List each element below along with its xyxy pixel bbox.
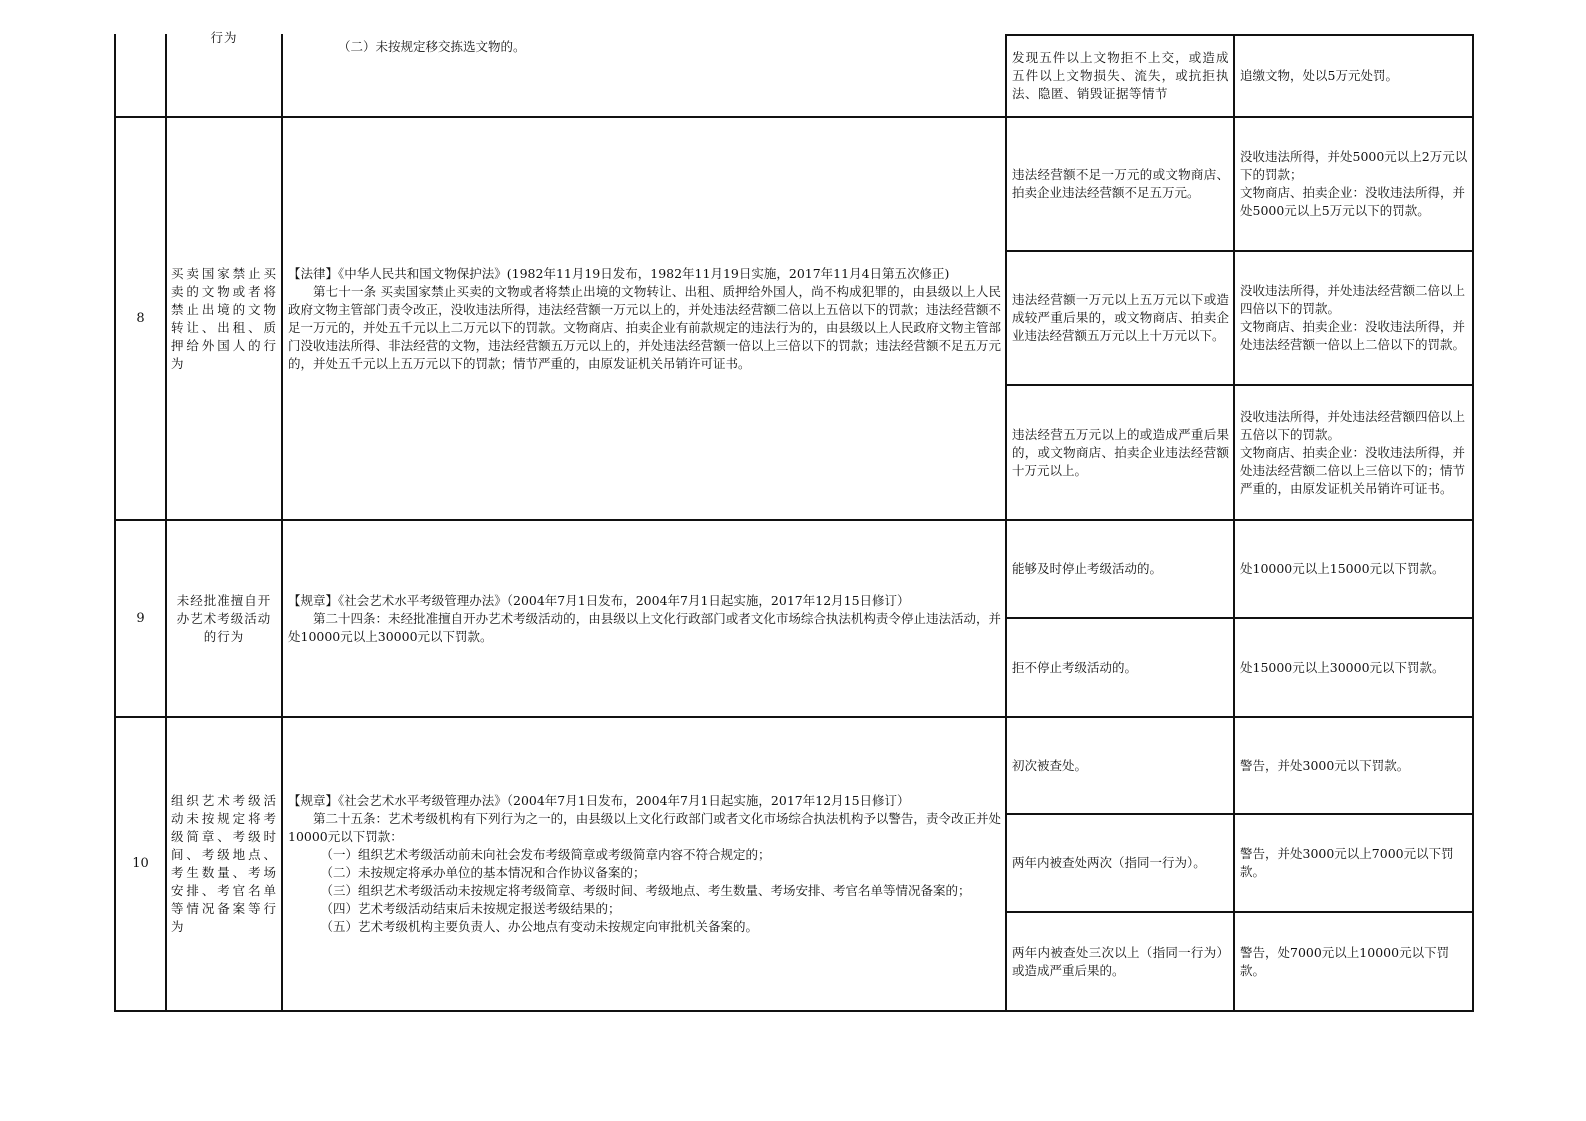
- condition-cell: 违法经营额不足一万元的或文物商店、拍卖企业违法经营额不足五万元。: [1012, 167, 1229, 200]
- legal-basis: [283, 718, 1005, 1010]
- basis-paragraph: 第二十四条：未经批准擅自开办艺术考级活动的，由县级以上文化行政部门或者文化市场综合执法机构责令停止违法活动，并处10000元以上30000元以下罚款。: [288, 610, 1001, 644]
- basis-item: （二）未按规定将承办单位的基本情况和合作协议备案的；: [320, 865, 646, 880]
- basis-paragraph: （二）未按规定移交拣选文物的。: [338, 39, 526, 54]
- row-name: 行为: [210, 30, 238, 45]
- legal-basis: [283, 38, 1005, 114]
- law-title: 【法律】《中华人民共和国文物保护法》(1982年11月19日发布，1982年11月19日实施，2017年11月4日第五次修正): [288, 265, 950, 281]
- condition-cell: 发现五件以上文物拒不上交，或造成五件以上文物损失、流失，或抗拒执法、隐匿、销毁证据等情节: [1012, 50, 1229, 101]
- condition-cell: 能够及时停止考级活动的。: [1012, 561, 1163, 576]
- basis-paragraph: 第七十一条 买卖国家禁止买卖的文物或者将禁止出境的文物转让、出租、质押给外国人，尚不构成犯罪的，由县级以上人民政府文物主管部门责令改正，没收违法所得，违法经营额一万元以上的，并处违法经营额二倍以上五倍以下的罚款；违法经营额不足一万元的，并处五千元以上二万元以下的罚款。文物商店、拍卖企业有前款规定的违法行为的，由县级以上人民政府文物主管部门没收违法所得、非法经营的文物，违法经营额五万元以上的，并处违法经营额一倍以上三倍以下的罚款；违法经营额不足五万元的，并处五千元以上五万元以下的罚款；情节严重的，由原发证机关吊销许可证书。: [288, 283, 1001, 371]
- condition-cell: 两年内被查处三次以上（指同一行为）或造成严重后果的。: [1012, 944, 1229, 978]
- condition-cell: 拒不停止考级活动的。: [1012, 659, 1138, 675]
- penalty-cell: 警告，并处3000元以下罚款。: [1240, 757, 1410, 773]
- penalty-cell: 处10000元以上15000元以下罚款。: [1240, 561, 1445, 576]
- row-name: 买卖国家禁止买卖的文物或者将禁止出境的文物转让、出租、质押给外国人的行为: [171, 265, 277, 371]
- penalty-cell: 处15000元以上30000元以下罚款。: [1240, 659, 1445, 675]
- basis-item: （五）艺术考级机构主要负责人、办公地点有变动未按规定向审批机关备案的。: [320, 919, 759, 934]
- penalty-cell: 警告，并处3000元以上7000元以下罚款。: [1240, 846, 1454, 879]
- condition-cell: 初次被查处。: [1012, 757, 1088, 773]
- row-number: 8: [136, 310, 145, 326]
- law-title: 【规章】《社会艺术水平考级管理办法》（2004年7月1日发布，2004年7月1日起实施，2017年12月15日修订）: [288, 793, 910, 808]
- condition-cell: 两年内被查处两次（指同一行为）。: [1012, 855, 1206, 870]
- row-name: 组织艺术考级活动未按规定将考级简章、考级时间、考级地点、考生数量、考场安排、考官名单等情况备案等行为: [171, 793, 277, 934]
- basis-paragraph: 第二十五条：艺术考级机构有下列行为之一的，由县级以上文化行政部门或者文化市场综合执法机构予以警告，责令改正并处10000元以下罚款：: [288, 811, 1001, 844]
- penalty-cell: 没收违法所得，并处违法经营额二倍以上四倍以下的罚款。 文物商店、拍卖企业：没收违法所得，并处违法经营额一倍以上二倍以下的罚款。: [1240, 283, 1466, 352]
- border-right: [1472, 34, 1474, 1012]
- basis-item: （三）组织艺术考级活动未按规定将考级简章、考级时间、考级地点、考生数量、考场安排、考官名单等情况备案的；: [320, 883, 971, 898]
- penalty-cell: 没收违法所得，并处违法经营额四倍以上五倍以下的罚款。 文物商店、拍卖企业：没收违法所得，并处违法经营额二倍以上三倍以下的；情节严重的，由原发证机关吊销许可证书。: [1240, 408, 1466, 496]
- border-bottom: [114, 1010, 1474, 1012]
- penalty-cell: 追缴文物，处以5万元处罚。: [1240, 68, 1398, 83]
- penalty-cell: 没收违法所得，并处5000元以上2万元以下的罚款； 文物商店、拍卖企业：没收违法所得，并处5000元以上5万元以下的罚款。: [1240, 149, 1468, 218]
- condition-cell: 违法经营五万元以上的或造成严重后果的，或文物商店、拍卖企业违法经营额十万元以上。: [1012, 426, 1229, 478]
- row-name: 未经批准擅自开办艺术考级活动的行为: [176, 592, 272, 644]
- basis-item: （一）组织艺术考级活动前未向社会发布考级简章或考级简章内容不符合规定的；: [320, 847, 771, 862]
- penalty-cell: 警告，处7000元以上10000元以下罚款。: [1240, 944, 1450, 978]
- basis-item: （四）艺术考级活动结束后未按规定报送考级结果的；: [320, 901, 621, 916]
- law-title: 【规章】《社会艺术水平考级管理办法》（2004年7月1日发布，2004年7月1日起实施，2017年12月15日修订）: [288, 592, 910, 608]
- legal-basis: [283, 521, 1005, 716]
- row-number: 9: [136, 610, 145, 626]
- row-number: 10: [132, 856, 149, 871]
- condition-cell: 违法经营额一万元以上五万元以下或造成较严重后果的，或文物商店、拍卖企业违法经营额五万元以上十万元以下。: [1012, 292, 1229, 343]
- legal-basis: [283, 118, 1005, 519]
